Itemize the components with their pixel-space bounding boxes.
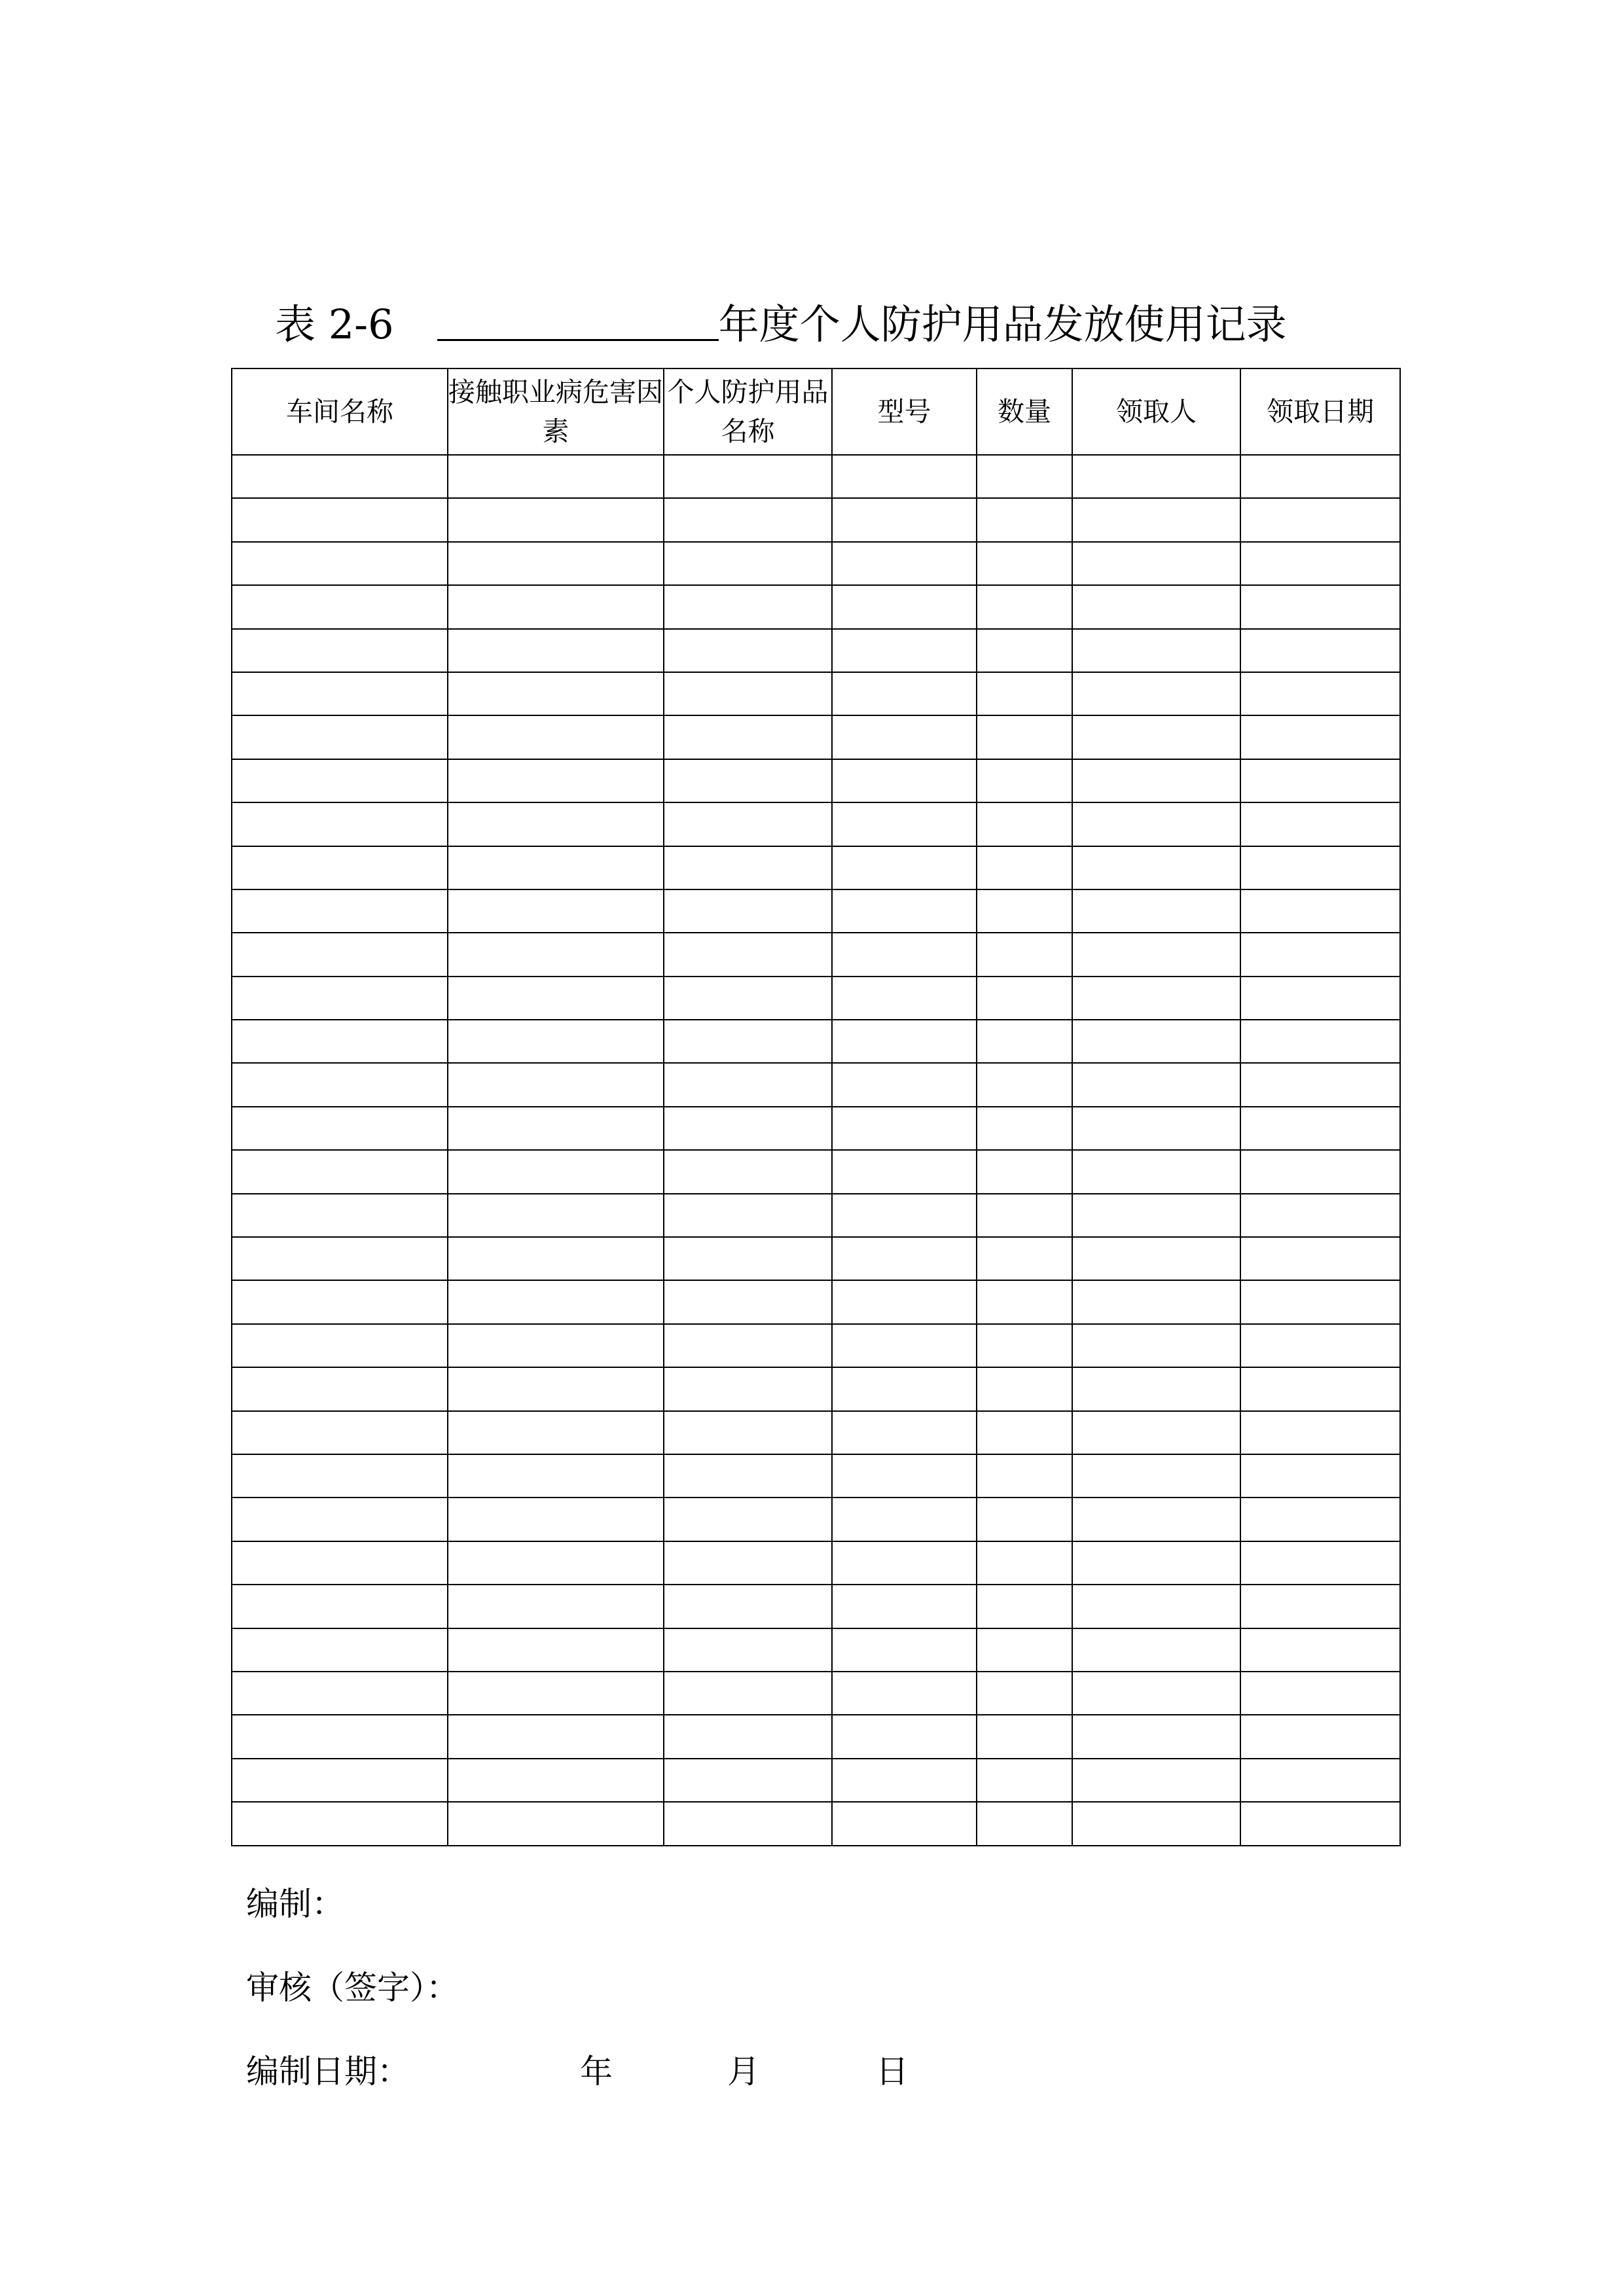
- table-cell: [832, 1541, 977, 1585]
- table-cell: [977, 1541, 1072, 1585]
- table-row: [232, 629, 1400, 672]
- table-row: [232, 1063, 1400, 1106]
- table-cell: [448, 1020, 664, 1063]
- table-cell: [1240, 1672, 1400, 1715]
- table-cell: [448, 1759, 664, 1802]
- table-cell: [832, 715, 977, 759]
- table-row: [232, 542, 1400, 585]
- table-cell: [664, 1541, 832, 1585]
- table-cell: [1240, 889, 1400, 933]
- table-row: [232, 1367, 1400, 1410]
- table-cell: [664, 977, 832, 1020]
- title-text: 年度个人防护用品发放使用记录: [718, 300, 1287, 348]
- table-cell: [1072, 1150, 1240, 1193]
- table-row: [232, 846, 1400, 889]
- table-cell: [232, 542, 448, 585]
- table-cell: [1240, 715, 1400, 759]
- table-cell: [832, 1628, 977, 1672]
- header-receive-date: 领取日期: [1240, 368, 1400, 455]
- table-row: [232, 715, 1400, 759]
- table-cell: [977, 846, 1072, 889]
- table-cell: [977, 1324, 1072, 1367]
- table-cell: [832, 1237, 977, 1280]
- table-cell: [664, 846, 832, 889]
- table-cell: [1240, 846, 1400, 889]
- table-row: [232, 1628, 1400, 1672]
- table-cell: [832, 1107, 977, 1150]
- compiled-by-label: 编制：: [246, 1885, 344, 1923]
- table-cell: [832, 1280, 977, 1323]
- table-cell: [232, 846, 448, 889]
- table-cell: [448, 672, 664, 715]
- table-cell: [664, 1150, 832, 1193]
- reviewed-by-label: 审核（签字）：: [246, 1969, 459, 2007]
- table-cell: [1240, 1759, 1400, 1802]
- table-cell: [232, 977, 448, 1020]
- table-cell: [1240, 1367, 1400, 1410]
- table-cell: [832, 933, 977, 976]
- table-cell: [448, 1541, 664, 1585]
- table-cell: [1240, 1628, 1400, 1672]
- table-cell: [1240, 672, 1400, 715]
- table-cell: [448, 1150, 664, 1193]
- table-cell: [832, 1194, 977, 1237]
- table-row: [232, 1280, 1400, 1323]
- table-cell: [448, 759, 664, 802]
- table-cell: [232, 1367, 448, 1410]
- table-cell: [977, 1759, 1072, 1802]
- table-cell: [1072, 1280, 1240, 1323]
- table-row: [232, 802, 1400, 846]
- table-cell: [977, 672, 1072, 715]
- table-cell: [977, 498, 1072, 541]
- table-cell: [1072, 1411, 1240, 1454]
- table-cell: [832, 585, 977, 628]
- table-cell: [1072, 1107, 1240, 1150]
- table-cell: [448, 1715, 664, 1758]
- table-cell: [832, 977, 977, 1020]
- table-cell: [1072, 1063, 1240, 1106]
- table-cell: [1072, 1541, 1240, 1585]
- table-row: [232, 1324, 1400, 1367]
- table-cell: [1240, 498, 1400, 541]
- table-cell: [232, 889, 448, 933]
- table-row: [232, 1672, 1400, 1715]
- table-cell: [832, 1411, 977, 1454]
- table-row: [232, 1715, 1400, 1758]
- table-cell: [448, 1194, 664, 1237]
- table-cell: [664, 1324, 832, 1367]
- table-cell: [1072, 1759, 1240, 1802]
- table-cell: [448, 1672, 664, 1715]
- table-cell: [232, 455, 448, 498]
- table-cell: [977, 715, 1072, 759]
- table-cell: [1072, 672, 1240, 715]
- table-cell: [977, 455, 1072, 498]
- table-cell: [664, 1759, 832, 1802]
- table-cell: [977, 1411, 1072, 1454]
- table-cell: [232, 715, 448, 759]
- table-cell: [232, 1150, 448, 1193]
- table-cell: [1072, 889, 1240, 933]
- table-cell: [664, 1802, 832, 1845]
- table-cell: [448, 889, 664, 933]
- table-cell: [1240, 802, 1400, 846]
- table-cell: [832, 455, 977, 498]
- table-row: [232, 1107, 1400, 1150]
- table-cell: [232, 1541, 448, 1585]
- table-cell: [1072, 1498, 1240, 1541]
- table-cell: [232, 1715, 448, 1758]
- header-hazard-factors: 接触职业病危害因素: [448, 368, 664, 455]
- table-cell: [448, 802, 664, 846]
- table-cell: [232, 1628, 448, 1672]
- table-cell: [232, 802, 448, 846]
- table-row: [232, 455, 1400, 498]
- table-cell: [832, 1063, 977, 1106]
- table-cell: [664, 802, 832, 846]
- table-row: [232, 1541, 1400, 1585]
- table-cell: [448, 846, 664, 889]
- table-cell: [832, 672, 977, 715]
- table-cell: [664, 1628, 832, 1672]
- table-cell: [232, 498, 448, 541]
- table-cell: [832, 846, 977, 889]
- table-cell: [664, 1715, 832, 1758]
- table-cell: [832, 1324, 977, 1367]
- table-cell: [977, 1585, 1072, 1628]
- table-cell: [448, 977, 664, 1020]
- table-cell: [1072, 802, 1240, 846]
- table-row: [232, 498, 1400, 541]
- table-cell: [832, 498, 977, 541]
- table-row: [232, 889, 1400, 933]
- table-cell: [1072, 542, 1240, 585]
- table-cell: [448, 1367, 664, 1410]
- table-row: [232, 933, 1400, 976]
- table-cell: [1240, 933, 1400, 976]
- table-cell: [448, 585, 664, 628]
- table-body: [232, 455, 1400, 1846]
- table-cell: [448, 1411, 664, 1454]
- table-cell: [1072, 715, 1240, 759]
- table-cell: [664, 759, 832, 802]
- table-row: [232, 1237, 1400, 1280]
- table-cell: [977, 889, 1072, 933]
- table-cell: [1240, 1541, 1400, 1585]
- table-cell: [664, 455, 832, 498]
- table-cell: [1072, 1020, 1240, 1063]
- table-cell: [664, 715, 832, 759]
- table-cell: [832, 1715, 977, 1758]
- table-cell: [664, 498, 832, 541]
- header-row: [232, 368, 1400, 455]
- table-cell: [664, 933, 832, 976]
- table-row: [232, 1802, 1400, 1845]
- table-cell: [832, 1498, 977, 1541]
- table-cell: [832, 1672, 977, 1715]
- table-cell: [232, 1802, 448, 1845]
- table-cell: [977, 1150, 1072, 1193]
- table-cell: [1240, 1020, 1400, 1063]
- table-cell: [1240, 1280, 1400, 1323]
- table-cell: [664, 1194, 832, 1237]
- table-cell: [664, 1063, 832, 1106]
- table-cell: [977, 1628, 1072, 1672]
- table-cell: [1072, 1672, 1240, 1715]
- table-cell: [232, 1759, 448, 1802]
- table-cell: [1072, 1194, 1240, 1237]
- table-row: [232, 1411, 1400, 1454]
- compile-date-label: 编制日期：: [246, 2053, 410, 2090]
- table-row: [232, 1498, 1400, 1541]
- table-cell: [664, 1020, 832, 1063]
- table-cell: [977, 1672, 1072, 1715]
- table-cell: [1240, 1411, 1400, 1454]
- table-cell: [664, 542, 832, 585]
- table-cell: [1240, 629, 1400, 672]
- table-cell: [664, 1280, 832, 1323]
- table-cell: [232, 1324, 448, 1367]
- table-cell: [448, 1280, 664, 1323]
- table-row: [232, 1454, 1400, 1498]
- table-cell: [832, 1367, 977, 1410]
- table-cell: [232, 672, 448, 715]
- table-cell: [1240, 585, 1400, 628]
- table-cell: [977, 1454, 1072, 1498]
- table-row: [232, 585, 1400, 628]
- table-row: [232, 1194, 1400, 1237]
- table-cell: [448, 1454, 664, 1498]
- table-cell: [448, 715, 664, 759]
- table-cell: [977, 802, 1072, 846]
- header-quantity: 数量: [977, 368, 1072, 455]
- header-recipient: 领取人: [1072, 368, 1240, 455]
- table-cell: [1072, 1237, 1240, 1280]
- table-row: [232, 672, 1400, 715]
- table-cell: [977, 1020, 1072, 1063]
- table-cell: [664, 1367, 832, 1410]
- table-cell: [1240, 1237, 1400, 1280]
- table-cell: [1072, 585, 1240, 628]
- table-row: [232, 1759, 1400, 1802]
- table-cell: [977, 1063, 1072, 1106]
- table-cell: [977, 629, 1072, 672]
- table-cell: [832, 889, 977, 933]
- table-cell: [977, 1194, 1072, 1237]
- table-row: [232, 759, 1400, 802]
- table-cell: [1072, 1715, 1240, 1758]
- table-cell: [232, 1063, 448, 1106]
- table-cell: [977, 1107, 1072, 1150]
- table-cell: [448, 1107, 664, 1150]
- document-title: [275, 293, 1388, 356]
- table-cell: [232, 1107, 448, 1150]
- table-cell: [448, 1628, 664, 1672]
- table-cell: [977, 759, 1072, 802]
- table-cell: [664, 1672, 832, 1715]
- table-cell: [664, 585, 832, 628]
- table-cell: [232, 759, 448, 802]
- table-cell: [448, 498, 664, 541]
- table-cell: [832, 629, 977, 672]
- ppe-record-table: [231, 368, 1401, 1846]
- table-cell: [977, 1802, 1072, 1845]
- table-cell: [1072, 1367, 1240, 1410]
- table-cell: [1072, 1324, 1240, 1367]
- table-cell: [232, 1498, 448, 1541]
- table-cell: [832, 802, 977, 846]
- table-cell: [977, 1237, 1072, 1280]
- table-cell: [448, 933, 664, 976]
- header-model: 型号: [832, 368, 977, 455]
- table-cell: [1240, 1324, 1400, 1367]
- table-cell: [1240, 1150, 1400, 1193]
- table-cell: [664, 1107, 832, 1150]
- table-cell: [1240, 1063, 1400, 1106]
- table-cell: [832, 1020, 977, 1063]
- table-row: [232, 1020, 1400, 1063]
- table-cell: [232, 1280, 448, 1323]
- table-cell: [1240, 977, 1400, 1020]
- table-cell: [232, 629, 448, 672]
- table-cell: [977, 1715, 1072, 1758]
- table-cell: [1240, 542, 1400, 585]
- table-cell: [232, 1585, 448, 1628]
- table-cell: [448, 629, 664, 672]
- table-row: [232, 977, 1400, 1020]
- table-cell: [448, 1063, 664, 1106]
- table-cell: [448, 1585, 664, 1628]
- table-cell: [664, 1585, 832, 1628]
- day-unit: 日: [876, 2053, 909, 2090]
- table-cell: [977, 585, 1072, 628]
- table-cell: [1240, 1802, 1400, 1845]
- table-cell: [448, 455, 664, 498]
- table-row: [232, 1150, 1400, 1193]
- table-cell: [448, 1802, 664, 1845]
- table-cell: [664, 1411, 832, 1454]
- table-cell: [832, 1585, 977, 1628]
- table-cell: [232, 1237, 448, 1280]
- table-number: 表 2-6: [275, 300, 394, 348]
- table-cell: [664, 889, 832, 933]
- table-cell: [977, 542, 1072, 585]
- table-cell: [232, 1454, 448, 1498]
- table-cell: [664, 1454, 832, 1498]
- table-cell: [832, 1802, 977, 1845]
- table-cell: [664, 672, 832, 715]
- table-cell: [1072, 498, 1240, 541]
- table-cell: [832, 1759, 977, 1802]
- table-cell: [1072, 1802, 1240, 1845]
- table-cell: [448, 1498, 664, 1541]
- table-cell: [232, 1411, 448, 1454]
- table-cell: [1240, 1107, 1400, 1150]
- table-cell: [448, 1324, 664, 1367]
- table-cell: [232, 585, 448, 628]
- table-cell: [1240, 1498, 1400, 1541]
- table-cell: [977, 1280, 1072, 1323]
- table-cell: [1072, 455, 1240, 498]
- table-cell: [832, 542, 977, 585]
- year-unit: 年: [580, 2053, 613, 2090]
- header-workshop-name: 车间名称: [232, 368, 448, 455]
- table-cell: [832, 1454, 977, 1498]
- table-row: [232, 1585, 1400, 1628]
- table-cell: [232, 1020, 448, 1063]
- month-unit: 月: [727, 2053, 760, 2090]
- table-cell: [1072, 933, 1240, 976]
- table-cell: [1240, 1194, 1400, 1237]
- table-cell: [1072, 1585, 1240, 1628]
- table-cell: [664, 629, 832, 672]
- table-cell: [977, 977, 1072, 1020]
- table-cell: [1240, 1585, 1400, 1628]
- table-cell: [1240, 1454, 1400, 1498]
- table-cell: [977, 1498, 1072, 1541]
- table-cell: [832, 759, 977, 802]
- table-cell: [1240, 759, 1400, 802]
- table-cell: [977, 933, 1072, 976]
- table-cell: [1072, 1454, 1240, 1498]
- table-cell: [232, 1672, 448, 1715]
- table-cell: [1072, 759, 1240, 802]
- table-cell: [1072, 846, 1240, 889]
- table-cell: [1072, 977, 1240, 1020]
- compile-date-line: [246, 2049, 1032, 2094]
- table-cell: [448, 542, 664, 585]
- table-cell: [664, 1237, 832, 1280]
- table-cell: [1072, 629, 1240, 672]
- table-cell: [448, 1237, 664, 1280]
- header-ppe-name: 个人防护用品名称: [664, 368, 832, 455]
- table-cell: [664, 1498, 832, 1541]
- table-cell: [1240, 455, 1400, 498]
- table-cell: [832, 1150, 977, 1193]
- table-cell: [232, 933, 448, 976]
- table-cell: [1240, 1715, 1400, 1758]
- table-cell: [1072, 1628, 1240, 1672]
- table-cell: [232, 1194, 448, 1237]
- year-blank-line: [437, 293, 719, 341]
- table-cell: [977, 1367, 1072, 1410]
